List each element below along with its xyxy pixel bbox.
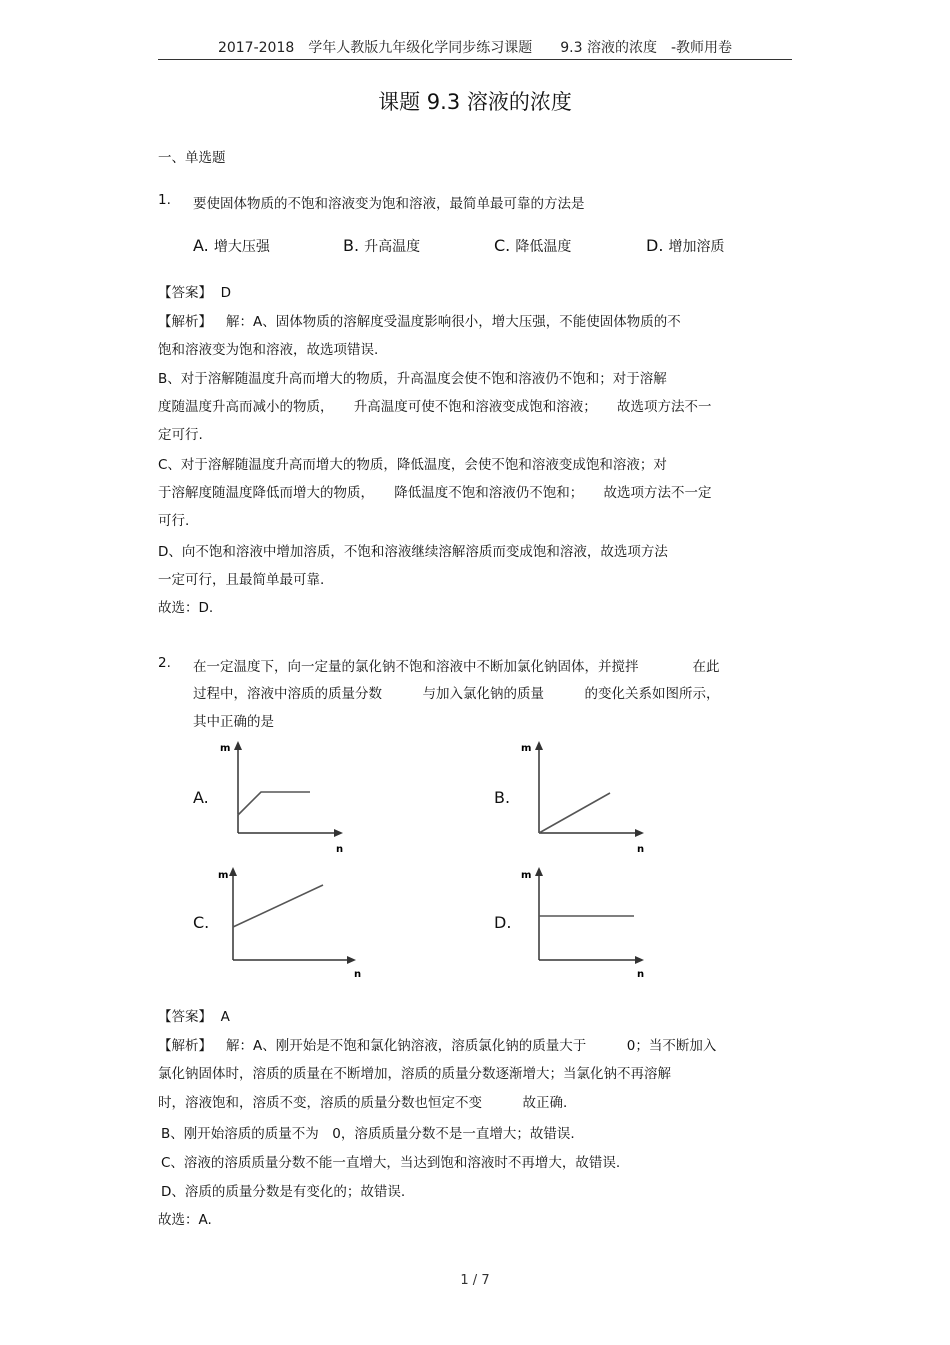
q1-option-c xyxy=(494,236,571,256)
answer-label: 【答案】 xyxy=(158,285,212,301)
option-text: 降低温度 xyxy=(515,239,572,255)
option-text: 升高温度 xyxy=(364,239,421,255)
q2-analysis-line: D、溶质的质量分数是有变化的；故错误. xyxy=(161,1184,406,1200)
graph-curve xyxy=(238,792,310,815)
option-text: 增大压强 xyxy=(213,239,270,255)
y-axis-arrow xyxy=(229,867,237,876)
q2-analysis-label: 【解析】 xyxy=(158,1038,212,1054)
q2-analysis-line: 时，溶液饱和，溶质不变，溶质的质量分数也恒定不变 故正确. xyxy=(158,1095,568,1111)
page-header: 2017-2018 学年人教版九年级化学同步练习课题 9.3 溶液的浓度 -教师用卷 xyxy=(217,40,733,56)
q1-analysis-line: 可行. xyxy=(158,513,190,529)
x-axis-label: n xyxy=(637,844,645,855)
x-axis-arrow xyxy=(635,956,644,964)
q2-graph-b xyxy=(513,738,663,858)
q1-analysis-line: 解：A、固体物质的溶解度受温度影响很小，增大压强，不能使固体物质的不 xyxy=(226,314,681,330)
q1-analysis-label: 【解析】 xyxy=(158,314,212,330)
q2-graph-c-letter: C. xyxy=(193,913,210,932)
q2-graph-c xyxy=(208,862,368,982)
q2-graph-b-letter: B. xyxy=(494,788,511,807)
y-axis-label: m xyxy=(218,870,229,881)
q1-number: 1. xyxy=(158,192,171,208)
page-title: 课题 9.3 溶液的浓度 xyxy=(378,90,572,114)
q2-stem-line: 其中正确的是 xyxy=(193,714,274,730)
answer-value: D xyxy=(220,285,231,301)
y-axis-arrow xyxy=(234,741,242,750)
y-axis-arrow xyxy=(535,867,543,876)
q1-stem: 要使固体物质的不饱和溶液变为饱和溶液，最简单最可靠的方法是 xyxy=(193,196,585,212)
q1-analysis-line: 度随温度升高而减小的物质， 升高温度可使不饱和溶液变成饱和溶液； 故选项方法不一 xyxy=(158,399,712,415)
q1-analysis-line: B、对于溶解随温度升高而增大的物质，升高温度会使不饱和溶液仍不饱和；对于溶解 xyxy=(158,371,667,387)
option-text: 增加溶质 xyxy=(668,239,725,255)
q1-analysis-line: 一定可行，且最简单最可靠. xyxy=(158,572,325,588)
x-axis-label: n xyxy=(336,844,344,855)
answer-value: A xyxy=(220,1009,230,1025)
q1-option-a xyxy=(193,236,270,256)
q2-number: 2. xyxy=(158,655,171,671)
q2-graph-a-letter: A. xyxy=(193,788,209,807)
section-heading: 一、单选题 xyxy=(158,150,226,166)
q2-stem-line: 过程中，溶液中溶质的质量分数 与加入氯化钠的质量 的变化关系如图所示， xyxy=(193,686,720,702)
q2-analysis-line: 解：A、刚开始是不饱和氯化钠溶液，溶质氯化钠的质量大于 0；当不断加入 xyxy=(226,1038,717,1054)
y-axis-label: m xyxy=(220,743,231,754)
graph-curve xyxy=(539,793,610,833)
q2-conclusion: 故选：A. xyxy=(158,1212,212,1228)
y-axis-arrow xyxy=(535,741,543,750)
q2-analysis-line: B、刚开始溶质的质量不为 0，溶质质量分数不是一直增大；故错误. xyxy=(161,1126,575,1142)
q1-option-b xyxy=(343,236,420,256)
option-letter: A. xyxy=(193,236,209,255)
option-letter: B. xyxy=(343,236,360,255)
q2-analysis-line: 氯化钠固体时，溶质的质量在不断增加，溶质的质量分数逐渐增大；当氯化钠不再溶解 xyxy=(158,1066,671,1082)
q1-analysis-line: 饱和溶液变为饱和溶液，故选项错误. xyxy=(158,342,379,358)
y-axis-label: m xyxy=(521,870,532,881)
q1-analysis-line: D、向不饱和溶液中增加溶质，不饱和溶液继续溶解溶质而变成饱和溶液，故选项方法 xyxy=(158,544,668,560)
header-divider xyxy=(158,59,792,60)
x-axis-arrow xyxy=(334,829,343,837)
q1-conclusion: 故选：D. xyxy=(158,600,214,616)
q1-analysis-line: 定可行. xyxy=(158,427,203,443)
q2-graph-d xyxy=(513,862,663,982)
q1-analysis-line: 于溶解度随温度降低而增大的物质， 降低温度不饱和溶液仍不饱和； 故选项方法不一定 xyxy=(158,485,712,501)
y-axis-label: m xyxy=(521,743,532,754)
option-letter: C. xyxy=(494,236,511,255)
page-number: 1 / 7 xyxy=(460,1273,490,1288)
graph-curve xyxy=(233,885,323,927)
q2-graph-d-letter: D. xyxy=(494,913,512,932)
q2-answer xyxy=(158,1005,230,1025)
q2-graph-a xyxy=(212,738,362,858)
q1-analysis-line: C、对于溶解随温度升高而增大的物质，降低温度，会使不饱和溶液变成饱和溶液；对 xyxy=(158,457,667,473)
x-axis-label: n xyxy=(354,969,362,980)
x-axis-arrow xyxy=(635,829,644,837)
answer-label: 【答案】 xyxy=(158,1009,212,1025)
x-axis-arrow xyxy=(347,956,356,964)
q2-stem-line: 在一定温度下，向一定量的氯化钠不饱和溶液中不断加氯化钠固体，并搅拌 在此 xyxy=(193,659,720,675)
x-axis-label: n xyxy=(637,969,645,980)
q2-analysis-line: C、溶液的溶质质量分数不能一直增大，当达到饱和溶液时不再增大，故错误. xyxy=(161,1155,621,1171)
option-letter: D. xyxy=(646,236,664,255)
q1-option-d xyxy=(646,236,725,256)
q1-answer xyxy=(158,281,231,301)
